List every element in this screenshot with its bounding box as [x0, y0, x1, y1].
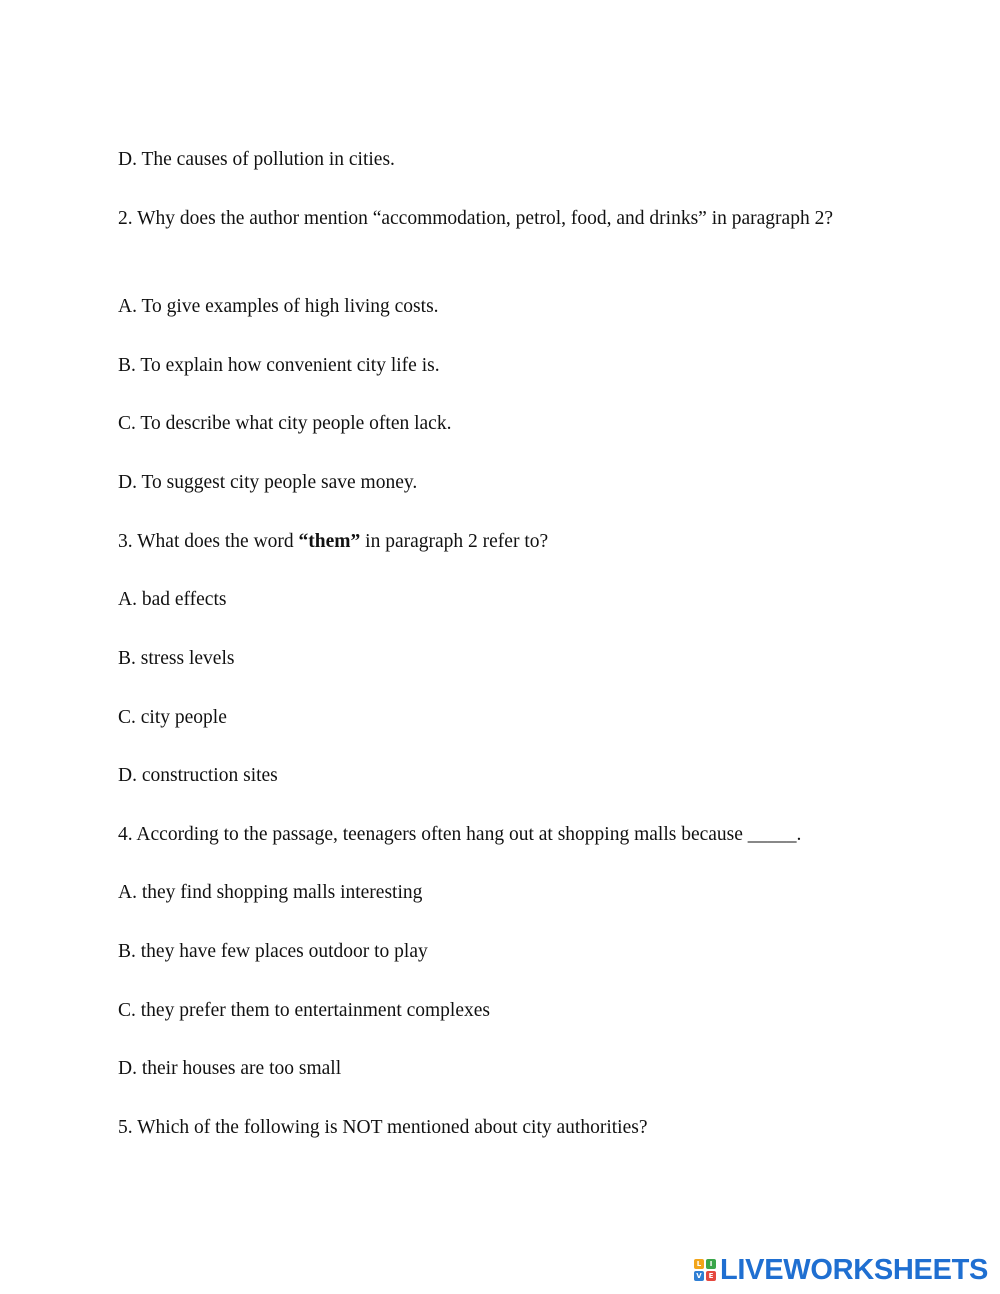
logo-tile-l: L [694, 1259, 704, 1269]
q3-prompt [118, 527, 548, 557]
q3-prompt-after: in paragraph 2 refer to? [360, 531, 549, 552]
q2-prompt: 2. Why does the author mention “accommodation, petrol, food, and drinks” in paragraph 2? [118, 208, 833, 229]
q3-prompt-keyword: “them” [298, 531, 361, 552]
q2-option-c: C. To describe what city people often lack. [118, 413, 452, 434]
logo-tile-i: I [706, 1259, 716, 1269]
q4-option-d: D. their houses are too small [118, 1058, 342, 1079]
q3-option-b: B. stress levels [118, 648, 235, 669]
logo-tiles-icon [694, 1259, 716, 1281]
q5-prompt: 5. Which of the following is NOT mentioned about city authorities? [118, 1117, 648, 1138]
q1-option-d: D. The causes of pollution in cities. [118, 149, 395, 170]
q4-option-a: A. they find shopping malls interesting [118, 882, 423, 903]
q3-option-d: D. construction sites [118, 765, 278, 786]
q2-option-d: D. To suggest city people save money. [118, 472, 418, 493]
q4-option-b: B. they have few places outdoor to play [118, 941, 428, 962]
logo-wordmark: LIVEWORKSHEETS [720, 1254, 989, 1286]
q2-option-a: A. To give examples of high living costs. [118, 296, 439, 317]
q3-option-a: A. bad effects [118, 589, 227, 610]
q4-prompt: 4. According to the passage, teenagers often hang out at shopping malls because _____. [118, 824, 802, 845]
q3-prompt-before: 3. What does the word [118, 531, 299, 552]
logo-tile-v: V [694, 1271, 704, 1281]
liveworksheets-logo [694, 1254, 988, 1286]
q2-option-b: B. To explain how convenient city life is. [118, 355, 440, 376]
q3-option-c: C. city people [118, 707, 227, 728]
q4-option-c: C. they prefer them to entertainment complexes [118, 1000, 490, 1021]
logo-tile-e: E [706, 1271, 716, 1281]
